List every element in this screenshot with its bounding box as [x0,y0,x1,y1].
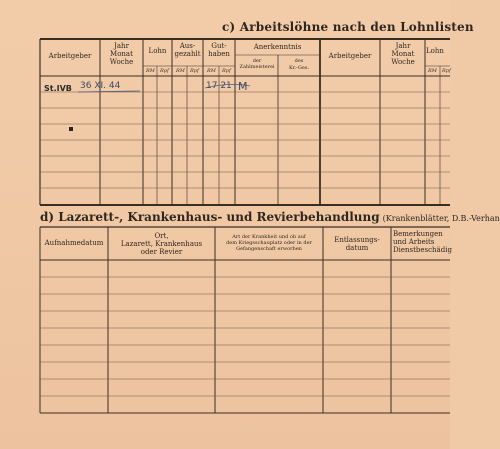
handwritten-credit: 17 21 [206,81,232,91]
section-d-subtitle: (Krankenblätter, D.B.-Verhan [382,214,500,223]
section-c-title: c) Arbeitslöhne nach den Lohnlisten [222,20,474,34]
header-year-month-week-2: Jahr Monat Woche [391,42,415,66]
header-illness-type: Art der Krankheit und ob auf dem Kriegsschauplatz oder in der Gefangenschaft erworben [226,234,312,252]
header-wage-2: Lohn [426,47,444,55]
header-year-month-week: Jahr Monat Woche [109,42,134,66]
sub-rpf-2: Rpf [190,68,199,74]
sub-rm-4: RM [428,68,437,74]
header-of: des [294,58,304,64]
header-acknowledgement: Anerkenntnis [253,43,302,51]
header-employer-2: Arbeitgeber [328,52,372,60]
header-remarks: Bemerkungen und Arbeits Dienstbeschädig [393,230,452,254]
header-employer: Arbeitgeber [48,52,92,60]
section-d-title-text: d) Lazarett-, Krankenhaus- und Revierbehandlung [40,210,380,224]
sub-rm-2: RM [176,68,185,74]
header-place: Ort, Lazarett, Krankenhaus oder Revier [120,232,203,256]
sub-rpf-3: Rpf [222,68,231,74]
header-admission-date: Aufnahmedatum [44,239,104,247]
ink-dot [69,127,73,131]
sub-rpf-4: Rpf [442,68,451,74]
handwritten-mark: M [238,80,248,93]
header-paid-out: Aus- gezahlt [174,42,201,58]
sub-rpf-1: Rpf [160,68,169,74]
stalag-stamp: St.IVB [44,84,72,93]
header-kr-ges: Kr.-Ges. [289,65,309,71]
header-discharge-date: Entlassungs- datum [334,236,380,252]
sub-rm-1: RM [146,68,155,74]
header-by-paymaster: der Zahlmeisterei [239,58,275,70]
sub-rm-3: RM [207,68,216,74]
header-credit: Gut- haben [208,42,230,58]
handwritten-date: 36 XI. 44 [80,81,121,91]
header-wage: Lohn [148,47,167,55]
